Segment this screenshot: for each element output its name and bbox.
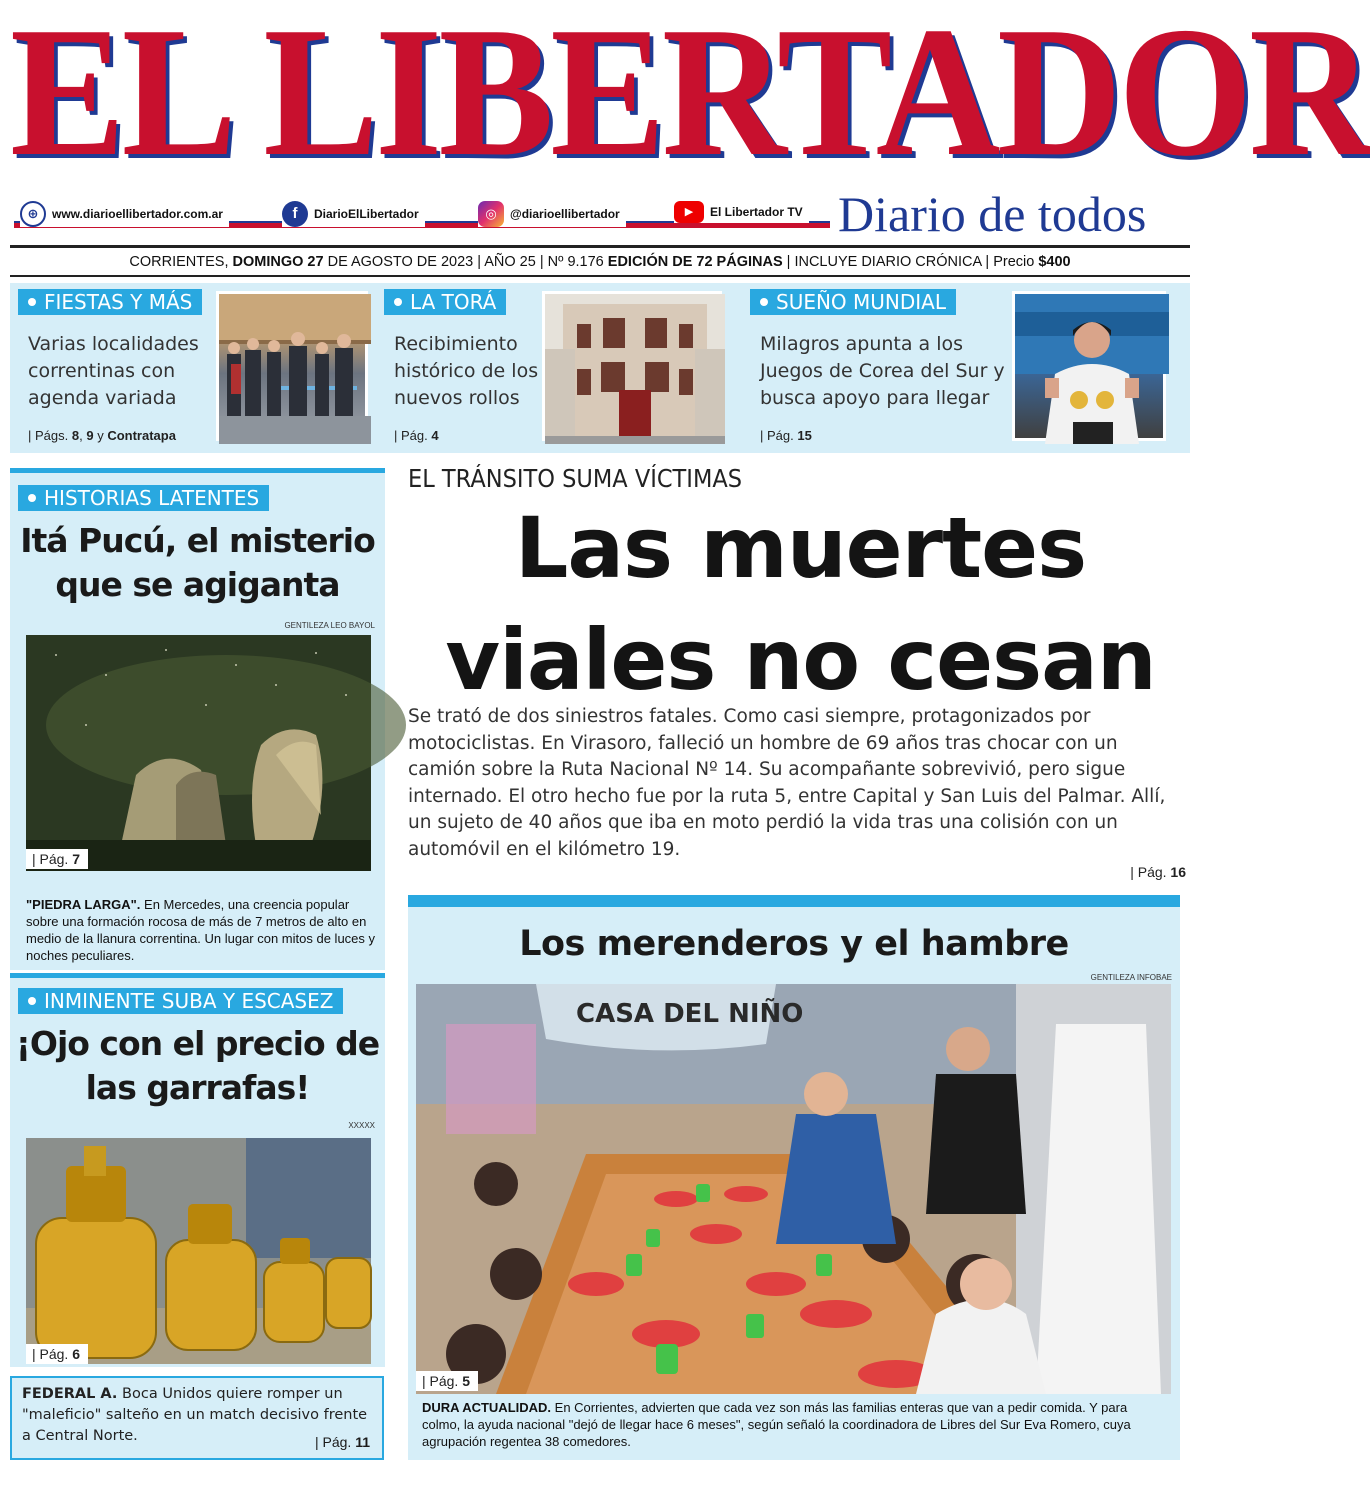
teaser-text: Milagros apunta a los Juegos de Corea del Sur y busca apoyo para llegar: [760, 333, 1005, 409]
synagogue-photo: [542, 291, 722, 441]
bullet-icon: [760, 298, 768, 306]
page-ref: [26, 849, 88, 869]
photo-caption: [422, 1399, 1167, 1450]
caption-text: En Corrientes, advierten que cada vez son más las familias enteras que van a pedir comida. Y para colmo, la ayuda nacional "dejó de llegar hace 6 meses", según señaló la coordinadora de Libres del Sur Eva Romero, cuya agrupación regentea 38 comedores.: [422, 1400, 1131, 1449]
website-url: www.diarioellibertador.com.ar: [52, 207, 223, 221]
story-tag-label: INMINENTE SUBA Y ESCASEZ: [44, 989, 334, 1013]
page-ref: [416, 1371, 478, 1391]
soup-kitchen-photo: [416, 984, 1171, 1394]
main-body: Se trató de dos siniestros fatales. Como casi siempre, protagonizados por motociclistas. En Virasoro, falleció un hombre de 69 años tras chocar con un camión sobre la Ruta Nacional Nº 14. Su acompañante sobrevivió, pero sigue internado. El otro hecho fue por la ruta 5, entre Capital y San Luis del Palmar. Allí, un sujeto de 40 años que iba en moto perdió la vida tras una colisión con un automóvil en el kilómetro 19.: [408, 706, 1166, 860]
page-number: 4: [431, 428, 439, 443]
page-number: 6: [72, 1346, 81, 1362]
bullet-icon: [28, 997, 36, 1005]
dateline-includes: INCLUYE DIARIO CRÓNICA: [794, 254, 982, 270]
main-kicker: EL TRÁNSITO SUMA VÍCTIMAS: [408, 464, 743, 493]
teaser-page-ref: [394, 428, 439, 443]
federal-a-brief[interactable]: [10, 1376, 384, 1460]
story-garrafas[interactable]: [10, 973, 385, 1367]
page-prefix: | Pág.: [422, 1373, 459, 1389]
teaser-text: Recibimiento histórico de los nuevos rollos: [394, 333, 539, 409]
dateline-price: $400: [1038, 254, 1071, 270]
facebook-handle: DiarioElLibertador: [314, 207, 419, 221]
masthead: [0, 0, 1370, 245]
main-headline[interactable]: Las muertes viales no cesan: [445, 499, 1156, 709]
teaser-text: Varias localidades correntinas con agenda variada: [28, 333, 199, 409]
page-number: 11: [355, 1434, 370, 1450]
rock-formation-photo-art: [26, 635, 371, 871]
teaser-strip: [10, 283, 1190, 453]
page-number: 8: [71, 428, 80, 443]
facebook-icon: f: [282, 201, 308, 227]
athlete-photo-art: [1015, 294, 1169, 444]
newspaper-logo[interactable]: EL LIBERTADOR: [10, 0, 1370, 195]
page-prefix: | Pág.: [1130, 864, 1167, 880]
teaser-tag-label: FIESTAS Y MÁS: [44, 290, 193, 314]
teaser-fiestas[interactable]: [18, 289, 370, 447]
teaser-tag: [18, 289, 202, 315]
dateline-day: DOMINGO 27: [232, 254, 324, 270]
dateline: CORRIENTES, DOMINGO 27 DE AGOSTO DE 2023 | AÑO 25 | Nº 9.176 EDICIÓN DE 72 PÁGINAS | INCLUYE DIARIO CRÓNICA | Precio $400: [129, 254, 1071, 270]
page-number: 9: [86, 428, 94, 443]
story-tag-label: HISTORIAS LATENTES: [44, 486, 260, 510]
page-conjunction: y: [97, 428, 104, 443]
photo-caption: [26, 896, 376, 964]
teaser-tag: [750, 289, 956, 315]
photo-credit: GENTILEZA INFOBAE: [1090, 973, 1172, 982]
story-tag: [18, 485, 269, 511]
inauguration-photo-art: [219, 294, 371, 444]
bullet-icon: [28, 298, 36, 306]
story-headline: ¡Ojo con el precio de las garrafas!: [15, 1024, 380, 1107]
page-prefix: | Pág.: [394, 428, 428, 443]
dateline-edition: EDICIÓN DE 72 PÁGINAS: [607, 254, 783, 270]
inauguration-photo: [216, 291, 368, 441]
teaser-page-ref: | Págs. 8, 9 y Contratapa: [28, 428, 176, 443]
page-number: 5: [462, 1373, 471, 1389]
teaser-sueno[interactable]: [750, 289, 1175, 447]
page-prefix: | Pág.: [760, 428, 794, 443]
website-link[interactable]: [20, 201, 229, 227]
caption-text: En Mercedes, una creencia popular sobre una formación rocosa de más de 7 metros de alto en medio de la llanura correntina. Un lugar con mitos de luces y noches peculiares.: [26, 897, 376, 963]
story-headline: Los merenderos y el hambre: [519, 924, 1069, 964]
facebook-link[interactable]: [282, 201, 425, 227]
page-prefix: | Pág.: [32, 851, 69, 867]
instagram-link[interactable]: [478, 201, 626, 227]
caption-lead: DURA ACTUALIDAD.: [422, 1400, 552, 1415]
page-number: 7: [72, 851, 81, 867]
photo-credit: XXXXX: [348, 1121, 375, 1130]
teaser-tag-label: SUEÑO MUNDIAL: [776, 290, 947, 314]
instagram-handle: @diarioellibertador: [510, 207, 620, 221]
dateline-issue: Nº 9.176: [547, 254, 604, 270]
dateline-bar: [10, 245, 1190, 277]
soup-kitchen-photo-art: [416, 984, 1171, 1394]
main-page-ref: [1130, 864, 1186, 880]
teaser-tora[interactable]: [384, 289, 736, 447]
photo-credit: GENTILEZA LEO BAYOL: [284, 621, 375, 630]
page-ref: [26, 1344, 88, 1364]
page-number: 15: [797, 428, 812, 443]
caption-lead: "PIEDRA LARGA".: [26, 897, 141, 912]
brief-lead: FEDERAL A.: [22, 1386, 118, 1402]
gas-cylinders-photo-art: [26, 1138, 371, 1364]
dateline-month-year: DE AGOSTO DE 2023: [327, 254, 474, 270]
gas-cylinders-photo: [26, 1138, 371, 1364]
page-prefix: | Pág.: [314, 1434, 352, 1450]
synagogue-photo-art: [545, 294, 725, 444]
dateline-price-label: Precio: [993, 254, 1035, 270]
dateline-year-number: AÑO 25: [484, 254, 536, 270]
brief-body: Boca Unidos quiere romper un "maleficio" salteño en un match decisivo frente a Central Norte.: [22, 1386, 368, 1444]
dateline-city: CORRIENTES,: [129, 254, 229, 270]
youtube-handle: El Libertador TV: [710, 205, 803, 219]
rock-formation-photo: [26, 635, 371, 871]
page-prefix: | Págs.: [28, 428, 69, 443]
social-bar: [14, 197, 834, 235]
teaser-tag-label: LA TORÁ: [410, 290, 497, 314]
bullet-icon: [28, 494, 36, 502]
athlete-photo: [1012, 291, 1166, 441]
story-tag: [18, 988, 343, 1014]
youtube-link[interactable]: [674, 201, 809, 223]
story-ita-pucu[interactable]: [10, 468, 385, 970]
story-headline: Itá Pucú, el misterio que se agiganta: [20, 521, 375, 604]
instagram-icon: ◎: [478, 201, 504, 227]
page-ref: [315, 1434, 370, 1450]
teaser-page-ref: [760, 428, 812, 443]
page-number: 16: [1170, 864, 1186, 880]
page-prefix: | Pág.: [32, 1346, 69, 1362]
teaser-tag: [384, 289, 506, 315]
banner-text: CASA DEL NIÑO: [576, 999, 804, 1029]
story-merenderos[interactable]: [408, 895, 1180, 1460]
youtube-icon: ▶: [674, 201, 704, 223]
globe-icon: ⊕: [20, 201, 46, 227]
bullet-icon: [394, 298, 402, 306]
tagline: Diario de todos: [838, 186, 1147, 242]
page-number: Contratapa: [107, 428, 176, 443]
